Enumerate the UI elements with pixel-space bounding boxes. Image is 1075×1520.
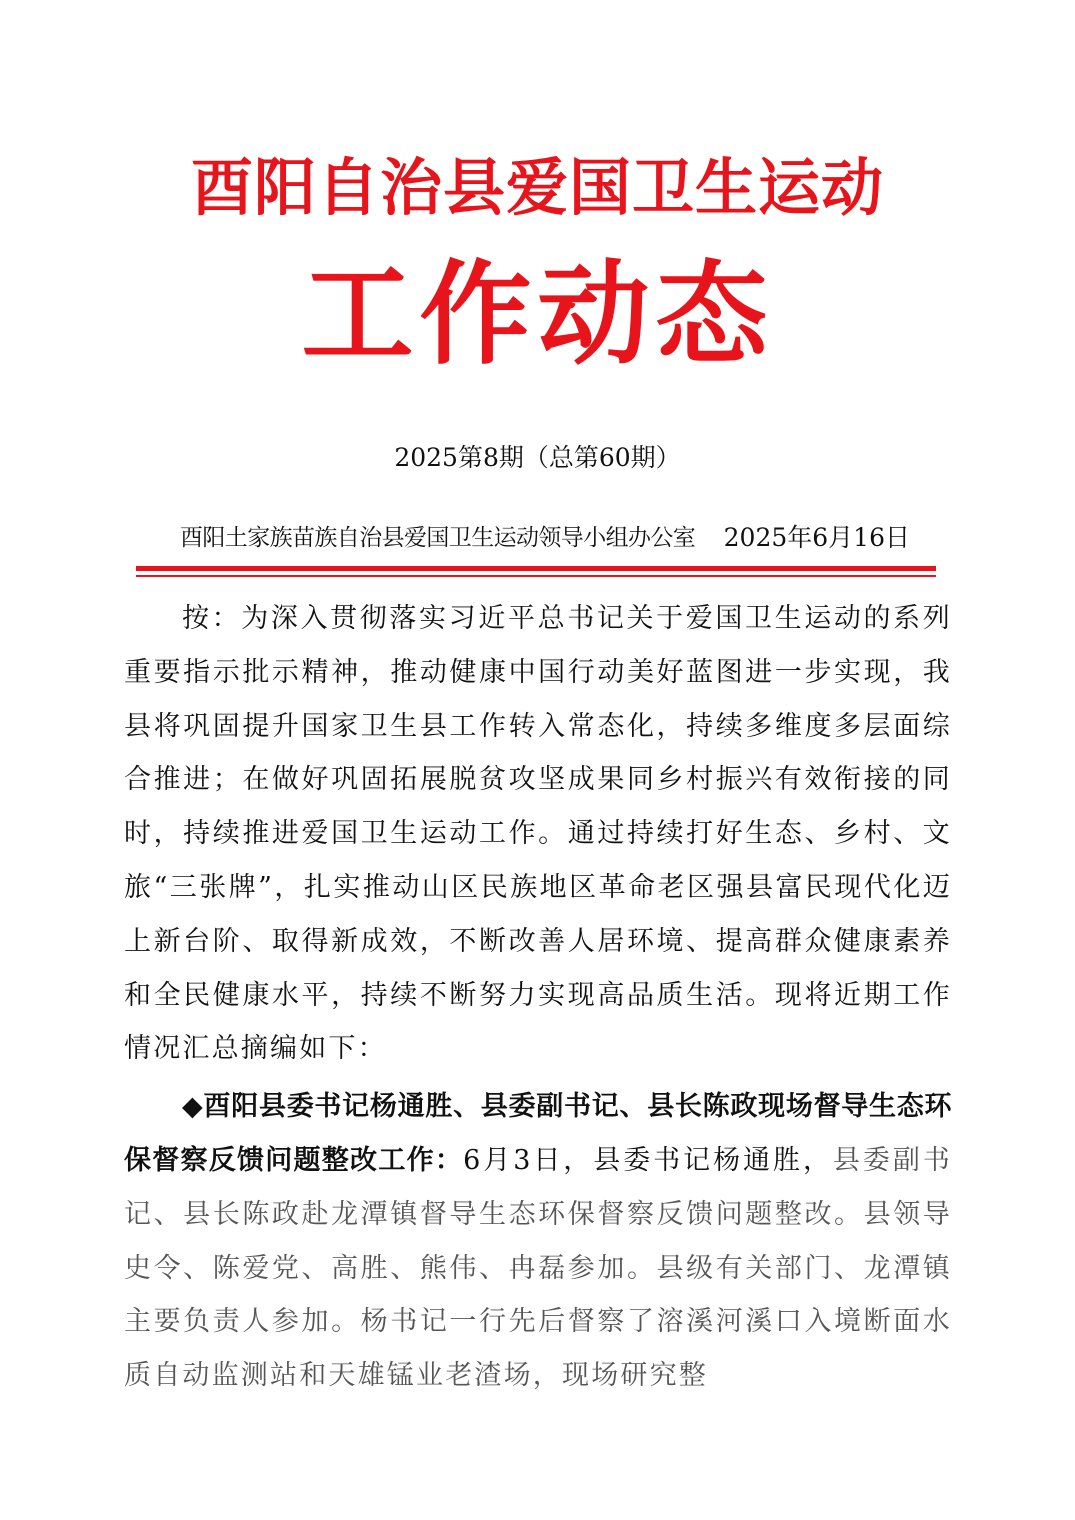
issue-number: 2025第8期（总第60期）: [394, 443, 681, 472]
news-item-text-start: 6月3日，县委书记杨通胜，: [463, 1144, 833, 1176]
masthead-publication-title: 工作动态: [301, 249, 774, 380]
news-item-heading-text: 酉阳县委书记杨通胜、县委副书记、县长陈政现场督导生态环保督察反馈问题整改工作：: [124, 1091, 953, 1176]
intro-paragraph: 按：为深入贯彻落实习近平总书记关于爱国卫生运动的系列重要指示批示精神，推动健康中国行动美好蓝图进一步实现，我县将巩固提升国家卫生县工作转入常态化，持续多维度多层面综合推进；在做好巩固拓展脱贫攻坚成果同乡村振兴有效衔接的同时，持续推进爱国卫生运动工作。通过持续打好生态、乡村、文旅“三张牌”，扎实推动山区民族地区革命老区强县富民现代化迈上新台阶、取得新成效，不断改善人居环境、提高群众健康素养和全民健康水平，持续不断努力实现高品质生活。现将近期工作情况汇总摘编如下：: [124, 603, 952, 1065]
news-item-text-rest: 县委副书记、县长陈政赴龙潭镇督导生态环保督察反馈问题整改。县领导史令、陈爱党、高胜、熊伟、冉磊参加。县级有关部门、龙潭镇主要负责人参加。杨书记一行先后督察了溶溪河溪口入境断面水质自动监测站和天雄锰业老渣场，现场研究整: [124, 1144, 952, 1392]
red-divider-thin: [136, 575, 936, 577]
red-divider-thick: [136, 566, 936, 571]
masthead-org-title: 酉阳自治县爱国卫生运动: [190, 151, 884, 224]
news-item-paragraph: [124, 1080, 952, 1403]
diamond-bullet-icon: ◆: [182, 1091, 204, 1123]
body-content: [124, 592, 952, 1403]
issuer-row: [180, 520, 910, 560]
issue-date: 2025年6月16日: [723, 523, 910, 552]
issuer-name: 酉阳土家族苗族自治县爱国卫生运动领导小组办公室: [180, 525, 696, 551]
